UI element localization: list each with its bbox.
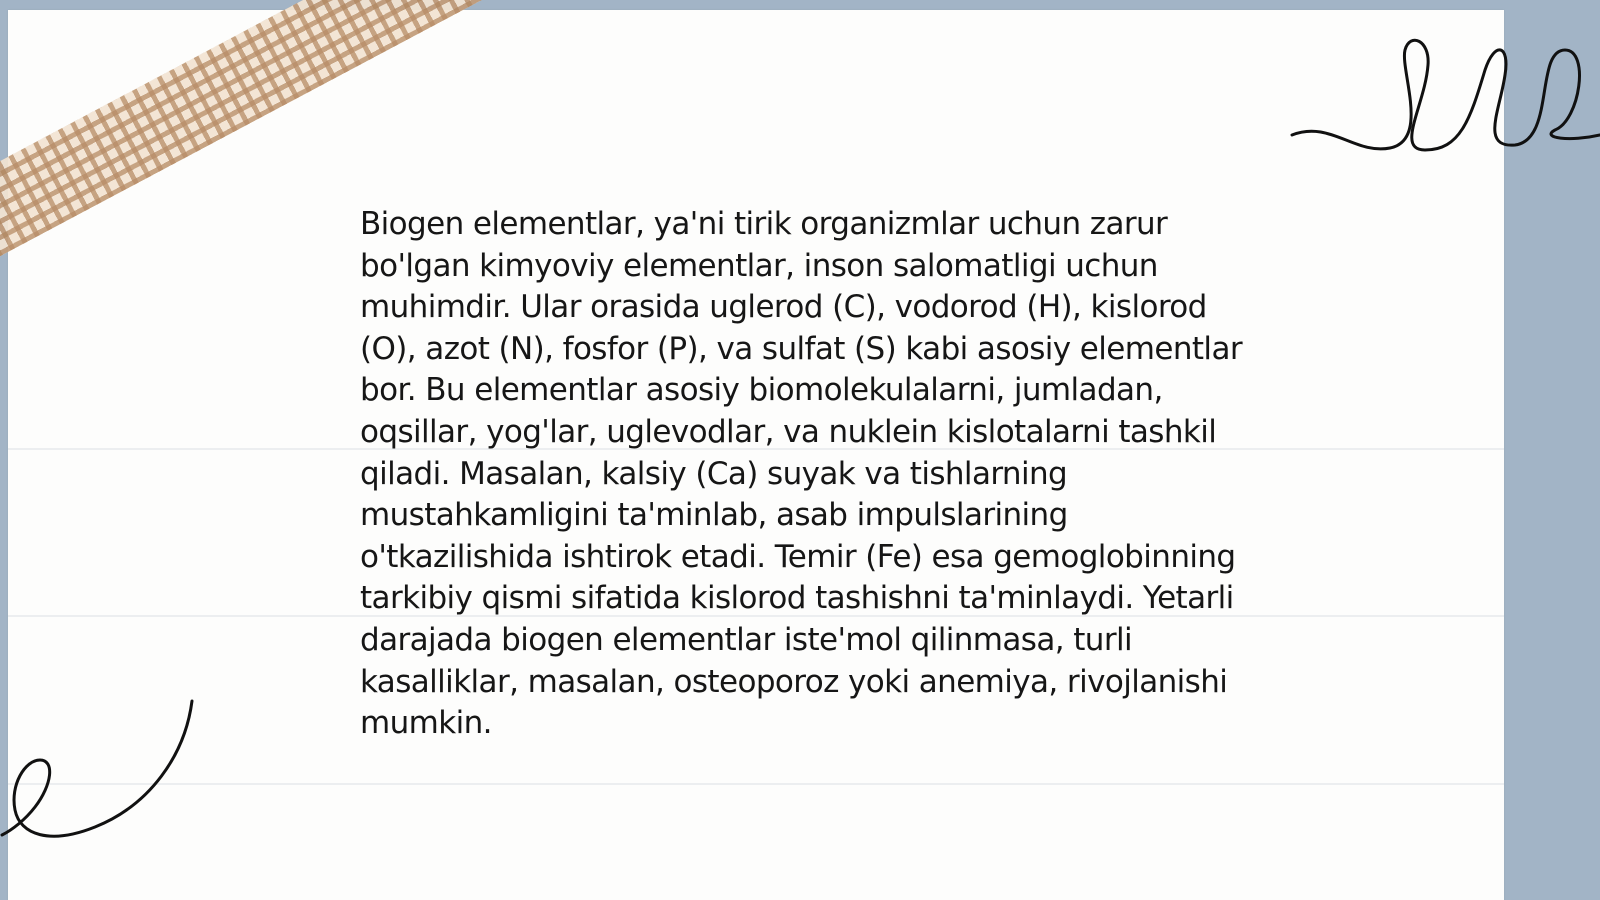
ruled-line — [8, 783, 1504, 785]
body-paragraph: Biogen elementlar, ya'ni tirik organizmlar uchun zarur bo'lgan kimyoviy elementlar, inson salomatligi uchun muhimdir. Ular orasida uglerod (C), vodorod (H), kislorod (O), azot (N), fosfor (P), va sulfat (S) kabi asosiy elementlar bor. Bu elementlar asosiy biomolekulalarni, jumladan, oqsillar, yog'lar, uglevodlar, va nuklein kislotalarni tashkil qiladi. Masalan, kalsiy (Ca) suyak va tishlarning mustahkamligini ta'minlab, asab impulslarining o'tkazilishida ishtirok etadi. Temir (Fe) esa gemoglobinning tarkibiy qismi sifatida kislorod tashishni ta'minlaydi. Yetarli darajada biogen elementlar iste'mol qilinmasa, turli kasalliklar, masalan, osteoporoz yoki anemiya, rivojlanishi mumkin. — [360, 206, 1242, 742]
swoosh-scribble-icon — [0, 695, 200, 845]
loop-scribble-icon — [1290, 30, 1600, 170]
